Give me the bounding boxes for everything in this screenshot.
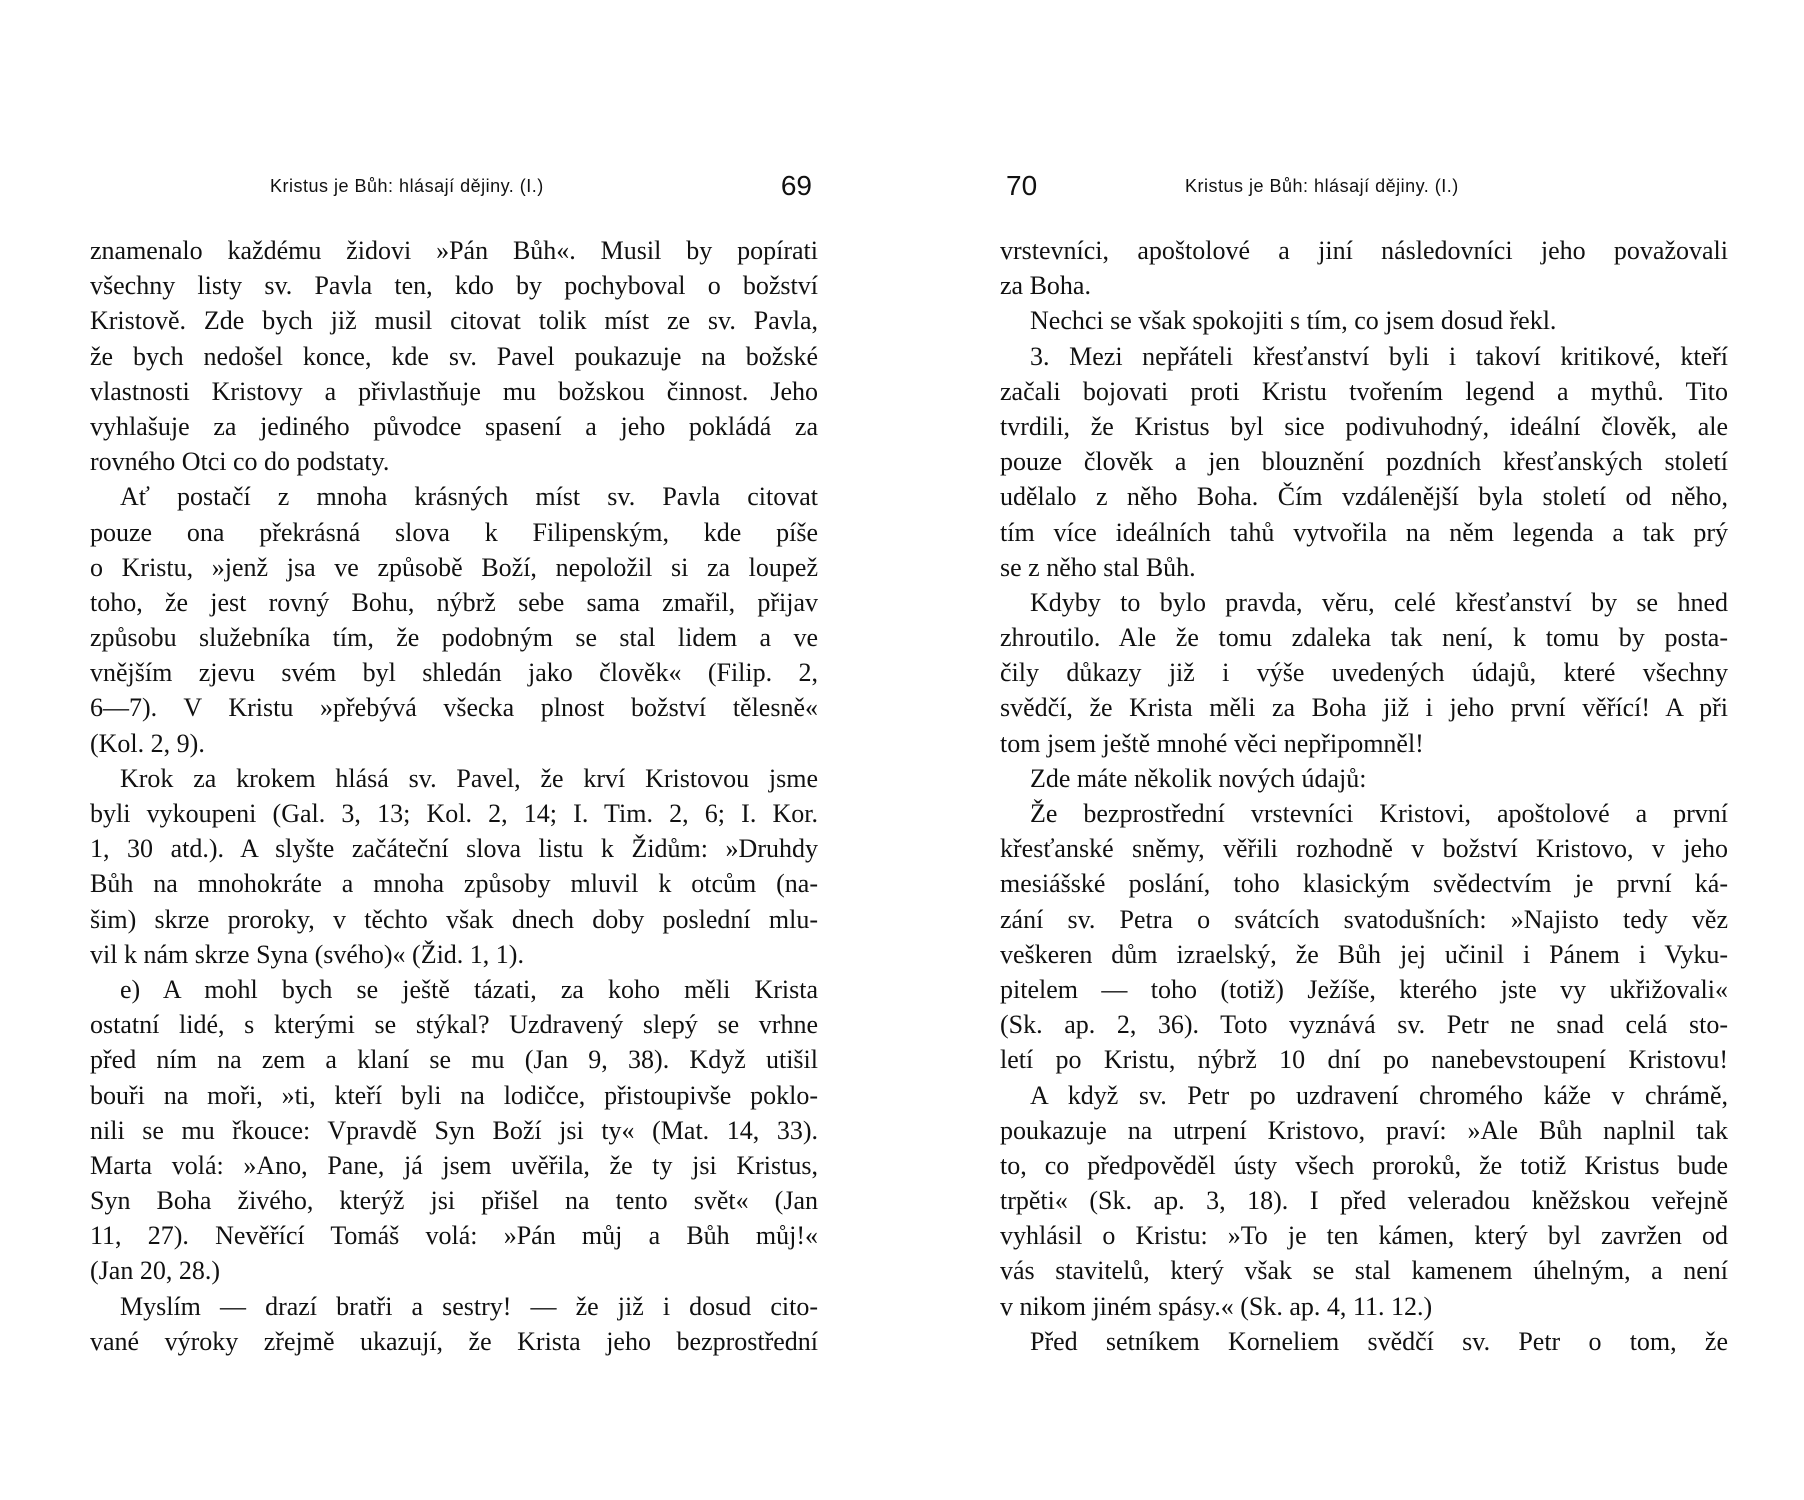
text-line: způsobu služebníka tím, že podobným se stal lidem a ve bbox=[90, 623, 818, 653]
text-line: e) A mohl bych se ještě tázati, za koho měli Krista bbox=[120, 974, 818, 1004]
text-line: že bych nedošel konce, kde sv. Pavel poukazuje na božské bbox=[90, 341, 818, 371]
text-line: toho, že jest rovný Bohu, nýbrž sebe sama zmařil, přijav bbox=[90, 587, 818, 617]
text-line: nili se mu řkouce: Vpravdě Syn Boží jsi ty« (Mat. 14, 33). bbox=[90, 1115, 818, 1145]
running-title: Kristus je Bůh: hlásají dějiny. (I.) bbox=[270, 176, 544, 196]
text-line: zhroutilo. Ale že tomu zdaleka tak není, k tomu by posta- bbox=[1000, 623, 1728, 653]
text-line: Syn Boha živého, kterýž jsi přišel na tento svět« (Jan bbox=[90, 1186, 818, 1216]
text-line: Bůh na mnohokráte a mnoha způsoby mluvil k otcům (na- bbox=[90, 869, 818, 899]
text-line: tvrdili, že Kristus byl sice podivuhodný, ideální člověk, ale bbox=[1000, 411, 1728, 441]
text-line: čily důkazy již i výše uvedených údajů, které všechny bbox=[1000, 658, 1728, 688]
text-line: A když sv. Petr po uzdravení chromého káže v chrámě, bbox=[1030, 1080, 1728, 1110]
left-page-body bbox=[90, 233, 818, 1359]
text-line: pitelem — toho (totiž) Ježíše, kterého jste vy ukřižovali« bbox=[1000, 974, 1728, 1004]
text-line: za Boha. bbox=[1000, 271, 1091, 301]
text-line: před ním na zem a klaní se mu (Jan 9, 38). Když utišil bbox=[90, 1045, 818, 1075]
text-line: zání sv. Petra o svátcích svatodušních: »Najisto tedy věz bbox=[1000, 904, 1728, 934]
text-line: (Sk. ap. 2, 36). Toto vyznává sv. Petr ne snad celá sto- bbox=[1000, 1010, 1728, 1040]
text-line: ostatní lidé, s kterými se stýkal? Uzdravený slepý se vrhne bbox=[90, 1010, 818, 1040]
left-page-header bbox=[90, 170, 818, 206]
text-line: Kdyby to bylo pravda, věru, celé křesťanství by se hned bbox=[1030, 587, 1728, 617]
text-line: všechny listy sv. Pavla ten, kdo by pochyboval o božství bbox=[90, 271, 818, 301]
text-line: v nikom jiném spásy.« (Sk. ap. 4, 11. 12.) bbox=[1000, 1291, 1433, 1321]
text-line: vlastnosti Kristovy a přivlastňuje mu božskou činnost. Jeho bbox=[90, 376, 818, 406]
text-line: letí po Kristu, nýbrž 10 dní po nanebevstoupení Kristovu! bbox=[1000, 1045, 1728, 1075]
right-page-header bbox=[1000, 170, 1728, 206]
text-line: začali bojovati proti Kristu tvořením legend a mythů. Tito bbox=[1000, 376, 1728, 406]
page-number: 70 bbox=[1006, 170, 1038, 201]
text-line: znamenalo každému židovi »Pán Bůh«. Musil by popírati bbox=[90, 236, 818, 265]
text-line: mesiášské poslání, toho klasickým svědectvím je první ká- bbox=[1000, 869, 1728, 899]
right-page-body bbox=[1000, 233, 1728, 1359]
text-line: vrstevníci, apoštolové a jiní následovníci jeho považovali bbox=[1000, 236, 1728, 265]
text-line: bouři na moři, »ti, kteří byli na lodičce, přistoupivše poklo- bbox=[90, 1080, 818, 1110]
text-line: trpěti« (Sk. ap. 3, 18). I před veleradou kněžskou veřejně bbox=[1000, 1186, 1728, 1216]
text-line: 6—7). V Kristu »přebývá všecka plnost božství tělesně« bbox=[90, 693, 818, 723]
text-line: šim) skrze proroky, v těchto však dnech doby poslední mlu- bbox=[90, 904, 818, 934]
text-line: Krok za krokem hlásá sv. Pavel, že krví Kristovou jsme bbox=[120, 763, 818, 793]
text-line: tím více ideálních tahů vytvořila na něm legenda a tak prý bbox=[1000, 517, 1728, 547]
text-line: svědčí, že Krista měli za Boha již i jeho první věřící! A při bbox=[1000, 693, 1728, 723]
text-line: vyhlašuje za jediného původce spasení a jeho pokládá za bbox=[90, 411, 818, 441]
text-line: vyhlásil o Kristu: »To je ten kámen, který byl zavržen od bbox=[1000, 1221, 1728, 1251]
text-line: Nechci se však spokojiti s tím, co jsem dosud řekl. bbox=[1030, 306, 1557, 336]
text-line: poukazuje na utrpení Kristovo, praví: »Ale Bůh naplnil tak bbox=[1000, 1115, 1728, 1145]
text-line: Zde máte několik nových údajů: bbox=[1030, 763, 1367, 793]
text-line: 1, 30 atd.). A slyšte začáteční slova listu k Židům: »Druhdy bbox=[90, 834, 818, 864]
text-line: 3. Mezi nepřáteli křesťanství byli i takoví kritikové, kteří bbox=[1030, 341, 1728, 371]
text-line: vil k nám skrze Syna (svého)« (Žid. 1, 1). bbox=[90, 939, 524, 969]
text-line: udělalo z něho Boha. Čím vzdálenější byla století od něho, bbox=[1000, 482, 1728, 512]
text-line: Před setníkem Korneliem svědčí sv. Petr o tom, že bbox=[1030, 1326, 1728, 1356]
text-line: (Jan 20, 28.) bbox=[90, 1256, 220, 1286]
text-line: veškeren dům izraelský, že Bůh jej učinil i Pánem i Vyku- bbox=[1000, 939, 1728, 969]
text-line: to, co předpověděl ústy všech proroků, že totiž Kristus bude bbox=[1000, 1150, 1728, 1180]
right-page bbox=[1000, 0, 1728, 1500]
text-line: Že bezprostřední vrstevníci Kristovi, apoštolové a první bbox=[1030, 799, 1728, 828]
page-number: 69 bbox=[780, 170, 812, 201]
text-line: Kristově. Zde bych již musil citovat tolik míst ze sv. Pavla, bbox=[90, 306, 818, 336]
text-line: byli vykoupeni (Gal. 3, 13; Kol. 2, 14; I. Tim. 2, 6; I. Kor. bbox=[90, 799, 818, 828]
text-line: Ať postačí z mnoha krásných míst sv. Pavla citovat bbox=[120, 482, 818, 512]
text-line: Marta volá: »Ano, Pane, já jsem uvěřila, že ty jsi Kristus, bbox=[90, 1150, 818, 1180]
text-line: o Kristu, »jenž jsa ve způsobě Boží, nepoložil si za loupež bbox=[90, 552, 818, 582]
text-line: rovného Otci co do podstaty. bbox=[90, 447, 390, 477]
text-line: (Kol. 2, 9). bbox=[90, 728, 205, 758]
running-title: Kristus je Bůh: hlásají dějiny. (I.) bbox=[1185, 176, 1459, 196]
text-line: vás stavitelů, který však se stal kamenem úhelným, a není bbox=[1000, 1256, 1728, 1286]
text-line: vnějším zjevu svém byl shledán jako člověk« (Filip. 2, bbox=[90, 658, 818, 688]
text-line: 11, 27). Nevěřící Tomáš volá: »Pán můj a Bůh můj!« bbox=[90, 1221, 818, 1251]
text-line: Myslím — drazí bratři a sestry! — že již i dosud cito- bbox=[120, 1291, 818, 1321]
text-line: tom jsem ještě mnohé věci nepřipomněl! bbox=[1000, 728, 1424, 758]
left-page bbox=[90, 0, 818, 1500]
text-line: vané výroky zřejmě ukazují, že Krista jeho bezprostřední bbox=[90, 1326, 818, 1356]
text-line: křesťanské sněmy, věřili rozhodně v božství Kristovo, v jeho bbox=[1000, 834, 1728, 864]
text-line: se z něho stal Bůh. bbox=[1000, 552, 1196, 582]
text-line: pouze člověk a jen blouznění pozdních křesťanských století bbox=[1000, 447, 1728, 477]
text-line: pouze ona překrásná slova k Filipenským, kde píše bbox=[90, 517, 818, 547]
